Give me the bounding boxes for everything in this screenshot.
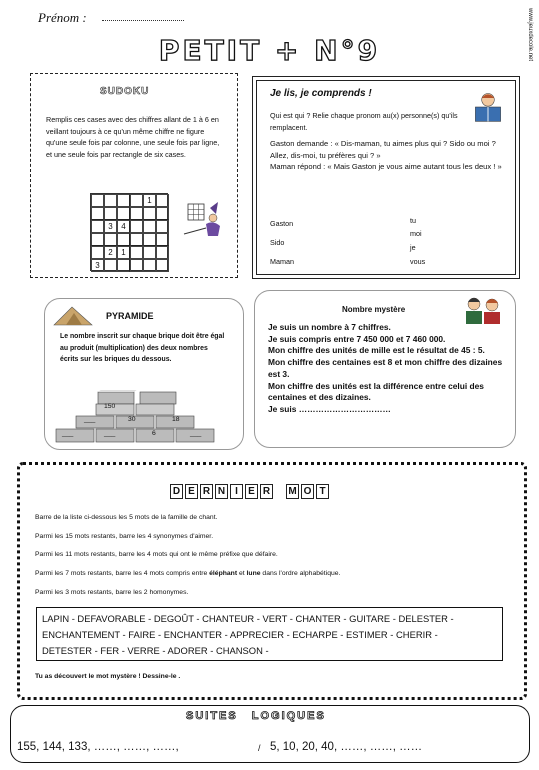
sudoku-cell[interactable] (143, 207, 156, 220)
sudoku-cell[interactable]: 1 (117, 246, 130, 259)
mystere-line: Je suis compris entre 7 450 000 et 7 460 000. (268, 333, 446, 344)
sudoku-cell[interactable] (117, 233, 130, 246)
pyramide-title: PYRAMIDE (106, 311, 154, 321)
person-sido[interactable]: Sido (270, 238, 285, 247)
sudoku-cell[interactable]: 3 (104, 220, 117, 233)
brick-value-6: 6 (152, 430, 156, 437)
pronoun-tu[interactable]: tu (410, 216, 416, 225)
instruction-1: Barre de la liste ci-dessous les 5 mots de la famille de chant. (35, 514, 218, 521)
mystere-text (268, 322, 513, 416)
word-list-line: ENCHANTEMENT - FAIRE - ENCHANTER - APPRECIER - ECHARPE - ESTIMER - CHERIR - (42, 629, 438, 640)
sudoku-instructions: Remplis ces cases avec des chiffres allant de 1 à 6 en veillant toujours à ce qu'un même chiffre ne figure qu'une seule fois par colonne, une seule fois par ligne, et une seule fois par rectangle de six cases. (46, 115, 220, 159)
sudoku-cell[interactable] (91, 220, 104, 233)
sudoku-cell[interactable] (130, 233, 143, 246)
suites-title (186, 710, 326, 722)
sudoku-cell[interactable] (130, 259, 143, 272)
brick-value-30: 30 (128, 416, 136, 423)
sudoku-cell[interactable]: 4 (117, 220, 130, 233)
mystere-line: Mon chiffre des centaines est 8 et mon chiffre des dizaines est 3. (268, 357, 503, 379)
pyramid-picture-icon (52, 303, 98, 327)
brick-value-150: 150 (104, 403, 116, 410)
title-letter-tile: N (215, 484, 228, 499)
title-letter-tile: I (230, 484, 243, 499)
word-list-box[interactable] (36, 607, 503, 661)
pronoun-moi[interactable]: moi (410, 229, 422, 238)
brick-top-right (140, 392, 176, 404)
title-letter-tile: R (260, 484, 273, 499)
sudoku-cell[interactable] (156, 233, 169, 246)
page-title: PETIT + N°9 (158, 34, 381, 67)
sudoku-grid (90, 193, 168, 271)
sequence-1[interactable]: 155, 144, 133, ……, ……, ……, (17, 741, 179, 753)
dernier-mot-conclusion: Tu as découvert le mot mystère ! Dessine-le . (35, 673, 181, 680)
sudoku-cell[interactable] (156, 194, 169, 207)
brick-blank-1[interactable]: ___ (84, 416, 96, 423)
sudoku-cell[interactable] (143, 233, 156, 246)
sudoku-cell[interactable] (130, 246, 143, 259)
site-url: www.jeuxdecole.net (527, 8, 533, 62)
instruction-4: Parmi les 7 mots restants, barre les 4 mots compris entre éléphant et lune dans l'ordre alphabétique. (35, 570, 341, 577)
title-letter-tile: M (286, 484, 299, 499)
title-letter-tile: O (301, 484, 314, 499)
instruction-5: Parmi les 3 mots restants, barre les 2 homonymes. (35, 589, 189, 596)
title-letter-tile: D (170, 484, 183, 499)
mystere-line: Mon chiffre des unités est la différence entre celui des centaines et des dizaines. (268, 380, 484, 403)
sudoku-cell[interactable]: 3 (91, 259, 104, 272)
title-letter-tile: E (185, 484, 198, 499)
sudoku-cell[interactable] (156, 220, 169, 233)
mystere-line: Je suis un nombre à 7 chiffres. (268, 322, 391, 332)
mystere-title: Nombre mystère (342, 305, 406, 314)
sudoku-cell[interactable]: 1 (143, 194, 156, 207)
person-gaston[interactable]: Gaston (270, 219, 294, 228)
sudoku-cell[interactable]: 2 (104, 246, 117, 259)
sudoku-cell[interactable] (91, 246, 104, 259)
sudoku-cell[interactable] (117, 259, 130, 272)
sudoku-cell[interactable] (91, 207, 104, 220)
title-letter-tile: R (200, 484, 213, 499)
sequence-2[interactable]: 5, 10, 20, 40, ……, ……, …… (270, 741, 423, 753)
sudoku-cell[interactable] (91, 233, 104, 246)
sudoku-cell[interactable] (104, 194, 117, 207)
lecture-dialog (270, 138, 505, 173)
suites-title-word2: LOGIQUES (251, 710, 326, 722)
sudoku-cell[interactable] (104, 207, 117, 220)
brick-blank-2[interactable]: ___ (62, 430, 74, 437)
prenom-label: Prénom : (38, 10, 87, 25)
sequence-separator: / (258, 743, 261, 753)
word-list-line: DETESTER - FER - VERRE - ADORER - CHANSON - (42, 645, 269, 656)
prenom-field[interactable] (102, 20, 184, 21)
brick-value-18: 18 (172, 416, 180, 423)
mystere-answer[interactable]: Je suis …………………………… (268, 403, 391, 414)
sudoku-cell[interactable] (91, 194, 104, 207)
gaston-line: Gaston demande : « Dis-maman, tu aimes plus qui ? Sido ou moi ? Allez, dis-moi, tu préfères qui ? » (270, 139, 496, 160)
title-letter-tile: T (316, 484, 329, 499)
maman-line: Maman répond : « Mais Gaston je vous aime autant tous les deux ! » (270, 162, 502, 171)
person-maman[interactable]: Maman (270, 257, 294, 266)
instruction-2: Parmi les 15 mots restants, barre les 4 synonymes d'aimer. (35, 533, 214, 540)
sudoku-cell[interactable] (130, 207, 143, 220)
sudoku-cell[interactable] (156, 259, 169, 272)
sudoku-title: SUDOKU (100, 86, 150, 97)
sudoku-cell[interactable] (130, 194, 143, 207)
wizard-illustration-icon (180, 200, 224, 240)
lecture-title: Je lis, je comprends ! (270, 88, 372, 99)
sudoku-cell[interactable] (130, 220, 143, 233)
sudoku-cell[interactable] (156, 207, 169, 220)
instruction-3: Parmi les 11 mots restants, barre les 4 mots qui ont le même préfixe que défaire. (35, 551, 278, 558)
sudoku-cell[interactable] (143, 246, 156, 259)
pronoun-je[interactable]: je (410, 243, 416, 252)
title-spacer (275, 484, 284, 499)
sudoku-cell[interactable] (117, 194, 130, 207)
mystere-line: Mon chiffre des unités de mille est le résultat de 45 : 5. (268, 345, 485, 356)
suites-title-word1: SUITES (186, 710, 238, 722)
dernier-mot-title (170, 484, 329, 499)
lecture-question: Qui est qui ? Relie chaque pronom au(x) personne(s) qu'ils remplacent. (270, 111, 458, 132)
brick-blank-4[interactable]: ___ (190, 430, 202, 437)
sudoku-cell[interactable] (143, 259, 156, 272)
pyramide-instructions: Le nombre inscrit sur chaque brique doit être égal au produit (multiplication) des deux nombres écrits sur les briques du dessous. (60, 333, 225, 363)
brick-blank-3[interactable]: ___ (104, 430, 116, 437)
brick-top-left (98, 390, 138, 404)
word-list-line: LAPIN - DEFAVORABLE - DEGOÛT - CHANTEUR - VERT - CHANTER - GUITARE - DELESTER - (42, 613, 454, 624)
sudoku-cell[interactable] (104, 259, 117, 272)
pronoun-vous[interactable]: vous (410, 257, 426, 266)
sudoku-cell[interactable] (156, 246, 169, 259)
sudoku-cell[interactable] (143, 220, 156, 233)
sudoku-cell[interactable] (104, 233, 117, 246)
title-letter-tile: E (245, 484, 258, 499)
sudoku-cell[interactable] (117, 207, 130, 220)
